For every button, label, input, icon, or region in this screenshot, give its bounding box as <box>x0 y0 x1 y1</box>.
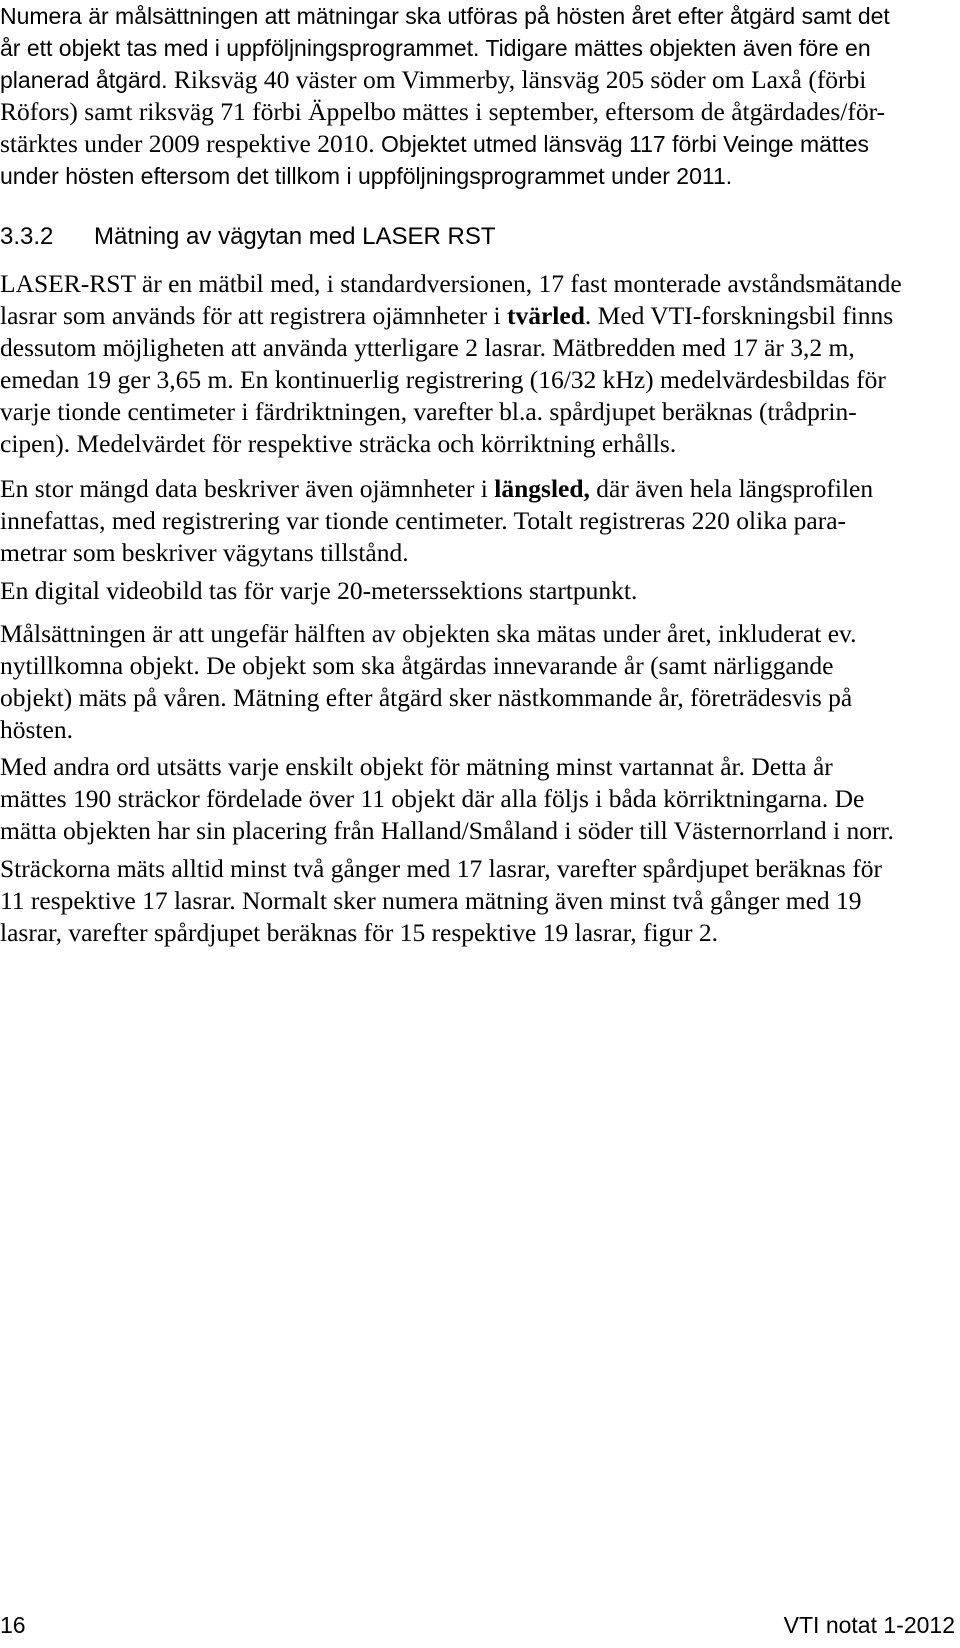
p6-line-2: 11 respektive 17 lasrar. Normalt sker numera mätning även minst två gånger med 19 <box>0 886 862 915</box>
p4-line-2: nytillkomna objekt. De objekt som ska åtgärdas innevarande år (samt närliggande <box>0 651 834 680</box>
p5-line-2: mättes 190 sträckor fördelade över 11 objekt där alla följs i båda körriktningarna. De <box>0 784 865 813</box>
p5-line-1: Med andra ord utsätts varje enskilt objekt för mätning minst vartannat år. Detta år <box>0 752 833 781</box>
intro-line-4: Röfors) samt riksväg 71 förbi Äppelbo mättes i september, eftersom de åtgärdades/för- <box>0 97 886 126</box>
section-heading <box>0 222 496 252</box>
p1-line-2-pre: lasrar som används för att registrera ojämnheter i <box>0 301 507 330</box>
p1-line-2 <box>0 300 945 332</box>
intro-line-5 <box>0 128 945 160</box>
paragraph-laser-rst <box>0 268 945 460</box>
publication-label: VTI notat 1-2012 <box>783 1612 955 1638</box>
intro-line-3 <box>0 64 945 96</box>
p1-line-1: LASER-RST är en mätbil med, i standardversionen, 17 fast monterade avståndsmätande <box>0 269 902 298</box>
p6-line-3: lasrar, varefter spårdjupet beräknas för 15 respektive 19 lasrar, figur 2. <box>0 918 719 947</box>
intro-line-3-sans: planerad åtgärd. <box>0 67 168 93</box>
p1-line-6: cipen). Medelvärdet för respektive sträcka och körriktning erhålls. <box>0 429 677 458</box>
p2-line-1 <box>0 473 945 505</box>
paragraph-strackorna <box>0 853 945 949</box>
p2-line-1-pre: En stor mängd data beskriver även ojämnheter i <box>0 474 495 503</box>
section-number: 3.3.2 <box>0 223 54 250</box>
intro-line-5-serif: stärktes under 2009 respektive 2010. <box>0 129 375 158</box>
p1-line-5: varje tionde centimeter i färdriktningen, varefter bl.a. spårdjupet beräknas (trådprin- <box>0 397 857 426</box>
paragraph-langsled <box>0 473 945 569</box>
intro-line-2: år ett objekt tas med i uppföljningsprogrammet. Tidigare mättes objekten även före en <box>0 35 871 61</box>
p5-line-3: mätta objekten har sin placering från Halland/Småland i söder till Västernorrland i norr. <box>0 816 894 845</box>
p4-line-1: Målsättningen är att ungefär hälften av objekten ska mätas under året, inkluderat ev. <box>0 619 857 648</box>
p4-line-3: objekt) mäts på våren. Mätning efter åtgärd sker nästkommande år, företrädesvis på <box>0 683 853 712</box>
paragraph-vartannat-ar <box>0 751 945 847</box>
p3-line-1: En digital videobild tas för varje 20-meterssektions startpunkt. <box>0 576 638 605</box>
intro-paragraph <box>0 0 945 192</box>
section-title: Mätning av vägytan med LASER RST <box>94 223 496 250</box>
intro-line-3-serif: Riksväg 40 väster om Vimmerby, länsväg 205 söder om Laxå (förbi <box>167 65 867 94</box>
p2-line-1-post: där även hela längsprofilen <box>589 474 874 503</box>
p4-line-4: hösten. <box>0 715 73 744</box>
p1-line-3: dessutom möjligheten att använda ytterligare 2 lasrar. Mätbredden med 17 är 3,2 m, <box>0 333 855 362</box>
p2-bold-langsled: längsled, <box>494 474 590 503</box>
p2-line-3: metrar som beskriver vägytans tillstånd. <box>0 538 409 567</box>
page-number: 16 <box>0 1612 26 1638</box>
intro-line-1: Numera är målsättningen att mätningar ska utföras på hösten året efter åtgärd samt det <box>0 3 890 29</box>
p1-line-2-post: . Med VTI-forskningsbil finns <box>584 301 894 330</box>
p6-line-1: Sträckorna mäts alltid minst två gånger med 17 lasrar, varefter spårdjupet beräknas för <box>0 854 882 883</box>
p1-line-4: emedan 19 ger 3,65 m. En kontinuerlig registrering (16/32 kHz) medelvärdesbildas för <box>0 365 886 394</box>
paragraph-videobild <box>0 575 945 607</box>
intro-line-6: under hösten eftersom det tillkom i uppföljningsprogrammet under 2011. <box>0 163 733 189</box>
p2-line-2: innefattas, med registrering var tionde centimeter. Totalt registreras 220 olika para- <box>0 506 847 535</box>
p1-bold-tvarled: tvärled <box>506 301 585 330</box>
intro-line-5-sans: Objektet utmed länsväg 117 förbi Veinge mättes <box>374 131 869 157</box>
paragraph-malsattning <box>0 618 945 746</box>
